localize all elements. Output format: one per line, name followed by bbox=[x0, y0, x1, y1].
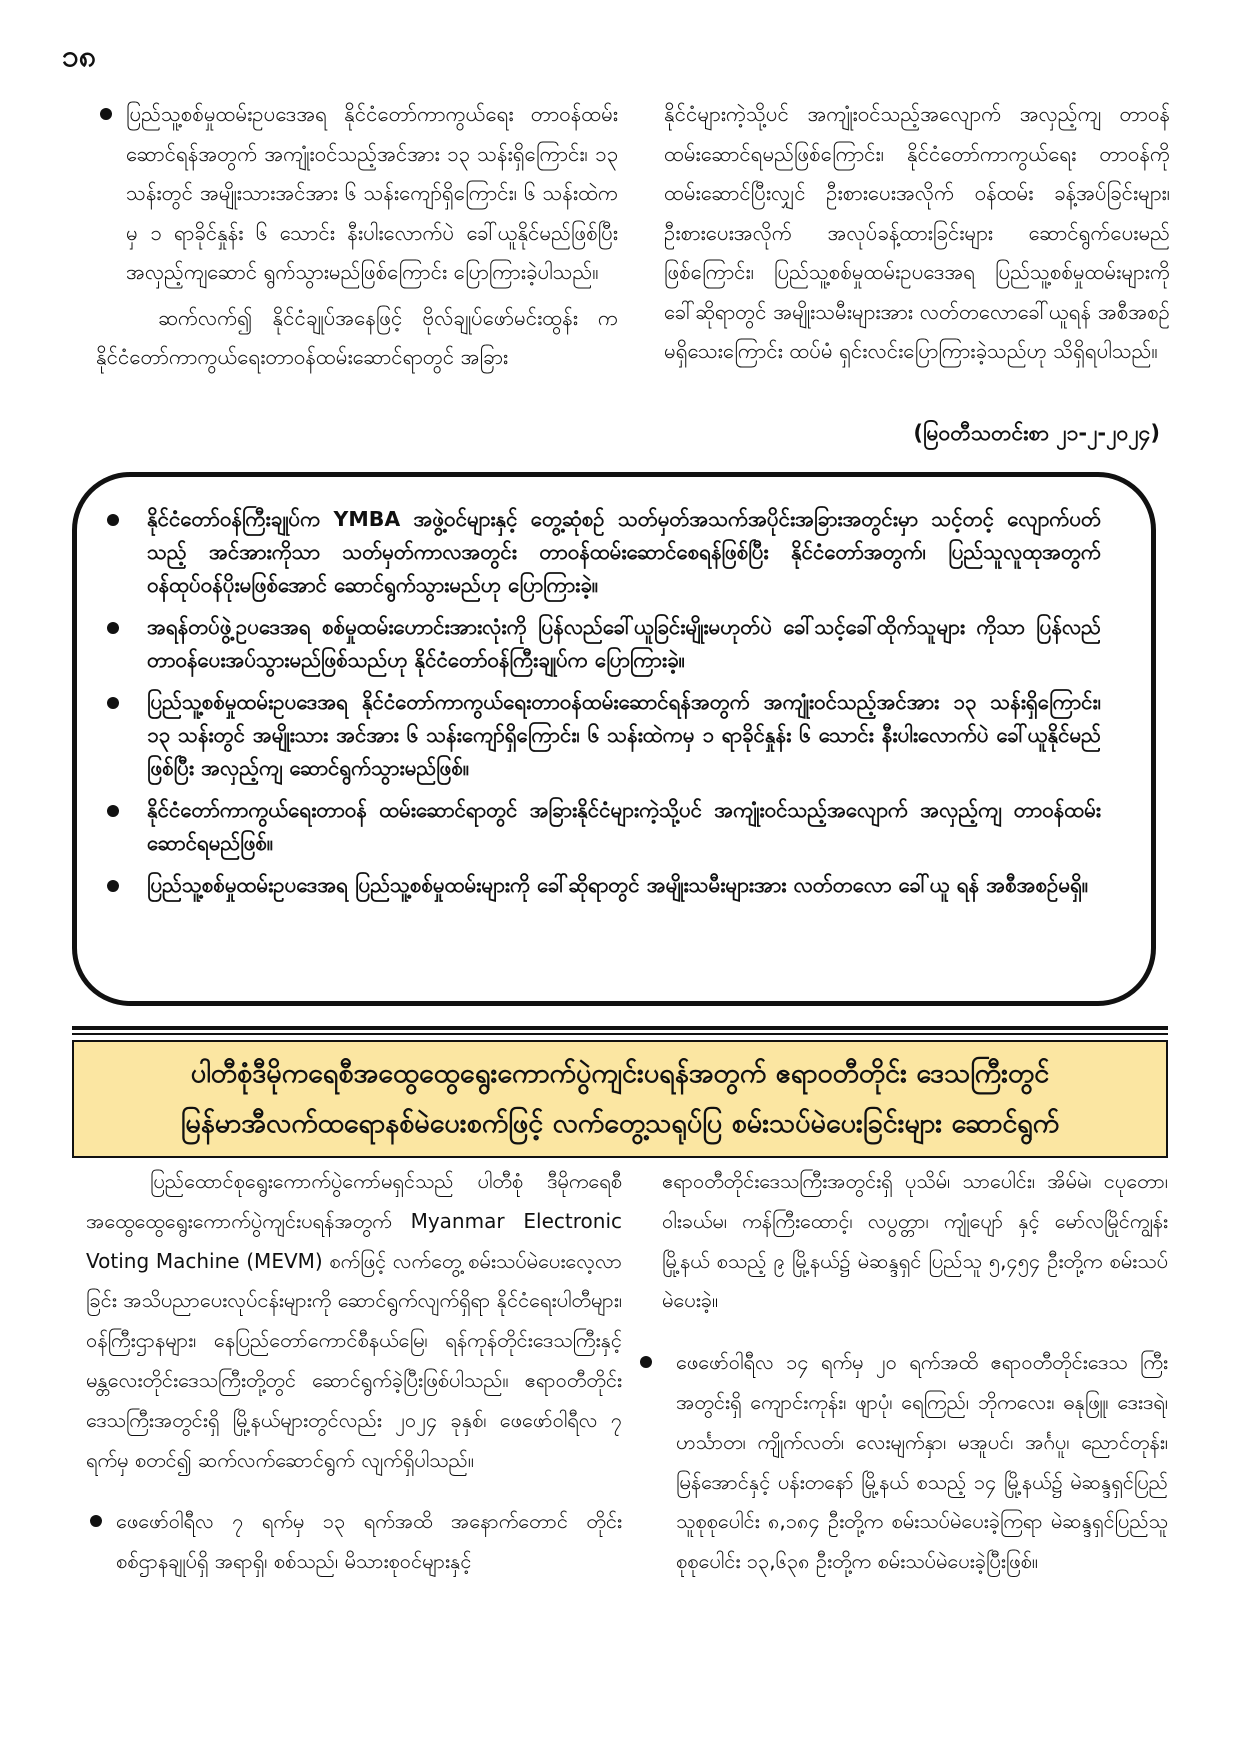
bullet-icon bbox=[107, 514, 119, 526]
bullet-icon bbox=[100, 108, 112, 120]
article-headline bbox=[72, 1040, 1168, 1158]
body-paragraph: နိုင်ငံများကဲ့သို့ပင် အကျုံးဝင်သည့်အလျောက် အလှည့်ကျ တာဝန်ထမ်းဆောင်ရမည်ဖြစ်ကြောင်း၊ နိုင်ငံတော်ကာကွယ်ရေး တာဝန်ကို ထမ်းဆောင်ပြီးလျှင် ဦးစားပေးအလိုက် ဝန်ထမ်း ခန့်အပ်ခြင်းများ၊ ဦးစားပေးအလိုက် အလုပ်ခန့်ထားခြင်းများ ဆောင်ရွက်ပေးမည်ဖြစ်ကြောင်း၊ ပြည်သူ့စစ်မှုထမ်းဥပဒေအရ ပြည်သူ့စစ်မှုထမ်းများကို ခေါ်ဆိုရာတွင် အမျိုးသမီးများအား လတ်တလောခေါ်ယူရန် အစီအစဉ်မရှိသေးကြောင်း ထပ်မံ ရှင်းလင်းပြောကြားခဲ့သည်ဟု သိရှိရပါသည်။ bbox=[664, 102, 1170, 363]
bullet-paragraph bbox=[86, 1502, 622, 1582]
bullet-text: ပြည်သူ့စစ်မှုထမ်းဥပဒေအရ နိုင်ငံတော်ကာကွယ်ရေး တာဝန်ထမ်းဆောင်ရန်အတွက် အကျုံးဝင်သည့်အင်အား ၁၃ သန်းရှိကြောင်း၊ ၁၃ သန်းတွင် အမျိုးသားအင်အား ၆ သန်းကျော်ရှိကြောင်း၊ ၆ သန်းထဲကမှ ၁ ရာခိုင်နှုန်း ၆ သောင်း နီးပါးလောက်ပဲ ခေါ်ယူနိုင်မည်ဖြစ်ပြီး အလှည့်ကျဆောင် ရွက်သွားမည်ဖြစ်ကြောင်း ပြောကြားခဲ့ပါသည်။ bbox=[126, 102, 618, 284]
bullet-text: ဖေဖော်ဝါရီလ ၇ ရက်မှ ၁၃ ရက်အထိ အနောက်တောင် တိုင်းစစ်ဌာနချုပ်ရှိ အရာရှိ၊ စစ်သည်၊ မိသားစုဝင်များနှင့် bbox=[116, 1509, 622, 1574]
headline-line-1: ပါတီစုံဒီမိုကရေစီအထွေထွေရွေးကောက်ပွဲကျင်းပရန်အတွက် ဧရာဝတီတိုင်း ဒေသကြီးတွင် bbox=[190, 1058, 1050, 1089]
body-paragraph: ဆက်လက်၍ နိုင်ငံချုပ်အနေဖြင့် ဗိုလ်ချုပ်ဖော်မင်းထွန်း က နိုင်ငံတော်ကာကွယ်ရေးတာဝန်ထမ်းဆောင်ရာတွင် အခြား bbox=[96, 305, 618, 369]
source-citation: (မြဝတီသတင်းစာ ၂၁-၂-၂၀၂၄) bbox=[913, 421, 1160, 445]
bullet-text: ဖေဖော်ဝါရီလ ၁၄ ရက်မှ ၂၀ ရက်အထိ ဧရာဝတီတိုင်းဒေသ ကြီးအတွင်းရှိ ကျောင်းကုန်း၊ ဖျာပုံ၊ ရေကြည်၊ ဘိုကလေး၊ ဓနုဖြူ၊ ဒေးဒရဲ၊ ဟင်္သာတ၊ ကျိုက်လတ်၊ လေးမျက်နှာ၊ မအူပင်၊ အင်္ဂပူ၊ ညောင်တုန်း၊ မြန်အောင်နှင့် ပန်းတနော် မြို့နယ် စသည့် ၁၄ မြို့နယ်၌ မဲဆန္ဒရှင်ပြည်သူစုစုပေါင်း ၈,၁၈၄ ဦးတို့က စမ်းသပ်မဲပေးခဲ့ကြရာ မဲဆန္ဒရှင်ပြည်သူ စုစုပေါင်း ၁၃,၆၃၈ ဦးတို့က စမ်းသပ်မဲပေးခဲ့ပြီးဖြစ်။ bbox=[676, 1350, 1168, 1574]
top-right-column bbox=[664, 95, 1170, 372]
bullet-icon bbox=[90, 1515, 102, 1527]
summary-item bbox=[147, 686, 1101, 785]
bullet-icon bbox=[107, 805, 119, 817]
bullet-paragraph bbox=[96, 95, 618, 293]
bullet-icon bbox=[107, 622, 119, 634]
summary-item bbox=[147, 794, 1101, 860]
top-left-column bbox=[96, 95, 618, 378]
body-paragraph: ပြည်ထောင်စုရွေးကောက်ပွဲကော်မရှင်သည် ပါတီစုံ ဒီမိုကရေစီအထွေထွေရွေးကောက်ပွဲကျင်းပရန်အတွက် Myanmar Electronic Voting Machine (MEVM) စက်ဖြင့် လက်တွေ့ စမ်းသပ်မဲပေးလေ့လာခြင်း အသိပညာပေးလုပ်ငန်းများကို ဆောင်ရွက်လျက်ရှိရာ နိုင်ငံရေးပါတီများ၊ ဝန်ကြီးဌာနများ၊ နေပြည်တော်ကောင်စီနယ်မြေ၊ ရန်ကုန်တိုင်းဒေသကြီးနှင့် မန္တလေးတိုင်းဒေသကြီးတို့တွင် ဆောင်ရွက်ခဲ့ပြီးဖြစ်ပါသည်။ ဧရာဝတီတိုင်းဒေသကြီးအတွင်းရှိ မြို့နယ်များတွင်လည်း ၂၀၂၄ ခုနှစ်၊ ဖေဖော်ဝါရီလ ၇ ရက်မှ စတင်၍ ဆက်လက်ဆောင်ရွက် လျက်ရှိပါသည်။ bbox=[86, 1169, 622, 1472]
summary-item-text: ပြည်သူ့စစ်မှုထမ်းဥပဒေအရ နိုင်ငံတော်ကာကွယ်ရေးတာဝန်ထမ်းဆောင်ရန်အတွက် အကျုံးဝင်သည့်အင်အား ၁၃ သန်းရှိကြောင်း၊ ၁၃ သန်းတွင် အမျိုးသား အင်အား ၆ သန်းကျော်ရှိကြောင်း၊ ၆ သန်းထဲကမှ ၁ ရာခိုင်နှုန်း ၆ သောင်း နီးပါးလောက်ပဲ ခေါ်ယူနိုင်မည်ဖြစ်ပြီး အလှည့်ကျ ဆောင်ရွက်သွားမည်ဖြစ်။ bbox=[147, 690, 1101, 780]
bottom-right-column bbox=[640, 1162, 1168, 1582]
summary-item bbox=[147, 869, 1101, 902]
summary-item-text: ပြည်သူ့စစ်မှုထမ်းဥပဒေအရ ပြည်သူ့စစ်မှုထမ်းများကို ခေါ်ဆိုရာတွင် အမျိုးသမီးများအား လတ်တလော ခေါ်ယူ ရန် အစီအစဉ်မရှိ။ bbox=[147, 873, 1089, 897]
summary-item-text: အရန်တပ်ဖွဲ့ဥပဒေအရ စစ်မှုထမ်းဟောင်းအားလုံးကို ပြန်လည်ခေါ်ယူခြင်းမျိုးမဟုတ်ပဲ ခေါ်သင့်ခေါ်ထိုက်သူများ ကိုသာ ပြန်လည်တာဝန်ပေးအပ်သွားမည်ဖြစ်သည်ဟု နိုင်ငံတော်ဝန်ကြီးချုပ်က ပြောကြားခဲ့။ bbox=[147, 615, 1101, 672]
body-paragraph: ဧရာဝတီတိုင်းဒေသကြီးအတွင်းရှိ ပုသိမ်၊ သာပေါင်း၊ အိမ်မဲ၊ ငပုတော၊ ဝါးခယ်မ၊ ကန်ကြီးထောင့်၊ လပွတ္တာ၊ ကျုံပျော် နှင့် မော်လမြိုင်ကျွန်းမြို့နယ် စသည့် ၉ မြို့နယ်၌ မဲဆန္ဒရှင် ပြည်သူ ၅,၄၅၄ ဦးတို့က စမ်းသပ်မဲပေးခဲ့။ bbox=[662, 1169, 1168, 1313]
section-divider-thin bbox=[72, 1033, 1168, 1035]
bullet-icon bbox=[107, 697, 119, 709]
bottom-left-column bbox=[86, 1162, 622, 1582]
summary-item-text: နိုင်ငံတော်ဝန်ကြီးချုပ်က YMBA အဖွဲ့ဝင်များနှင့် တွေ့ဆုံစဉ် သတ်မှတ်အသက်အပိုင်းအခြားအတွင်းမှာ သင့်တင့် လျောက်ပတ်သည့် အင်အားကိုသာ သတ်မှတ်ကာလအတွင်း တာဝန်ထမ်းဆောင်စေရန်ဖြစ်ပြီး နိုင်ငံတော်အတွက်၊ ပြည်သူလူထုအတွက် ဝန်ထုပ်ဝန်ပိုးမဖြစ်အောင် ဆောင်ရွက်သွားမည်ဟု ပြောကြားခဲ့။ bbox=[147, 507, 1101, 597]
summary-list bbox=[77, 477, 1151, 902]
bullet-paragraph bbox=[640, 1343, 1168, 1582]
summary-item bbox=[147, 503, 1101, 602]
bullet-icon bbox=[640, 1356, 652, 1368]
section-divider bbox=[72, 1026, 1168, 1030]
headline-line-2: မြန်မာအီလက်ထရောနစ်မဲပေးစက်ဖြင့် လက်တွေ့သရုပ်ပြ စမ်းသပ်မဲပေးခြင်းများ ဆောင်ရွက် bbox=[180, 1108, 1060, 1139]
bullet-icon bbox=[107, 880, 119, 892]
page-number: ၁၈ bbox=[62, 39, 97, 74]
summary-item bbox=[147, 611, 1101, 677]
summary-item-text: နိုင်ငံတော်ကာကွယ်ရေးတာဝန် ထမ်းဆောင်ရာတွင် အခြားနိုင်ငံများကဲ့သို့ပင် အကျုံးဝင်သည့်အလျောက် အလှည့်ကျ တာဝန်ထမ်းဆောင်ရမည်ဖြစ်။ bbox=[147, 798, 1101, 855]
summary-box bbox=[72, 472, 1156, 1006]
